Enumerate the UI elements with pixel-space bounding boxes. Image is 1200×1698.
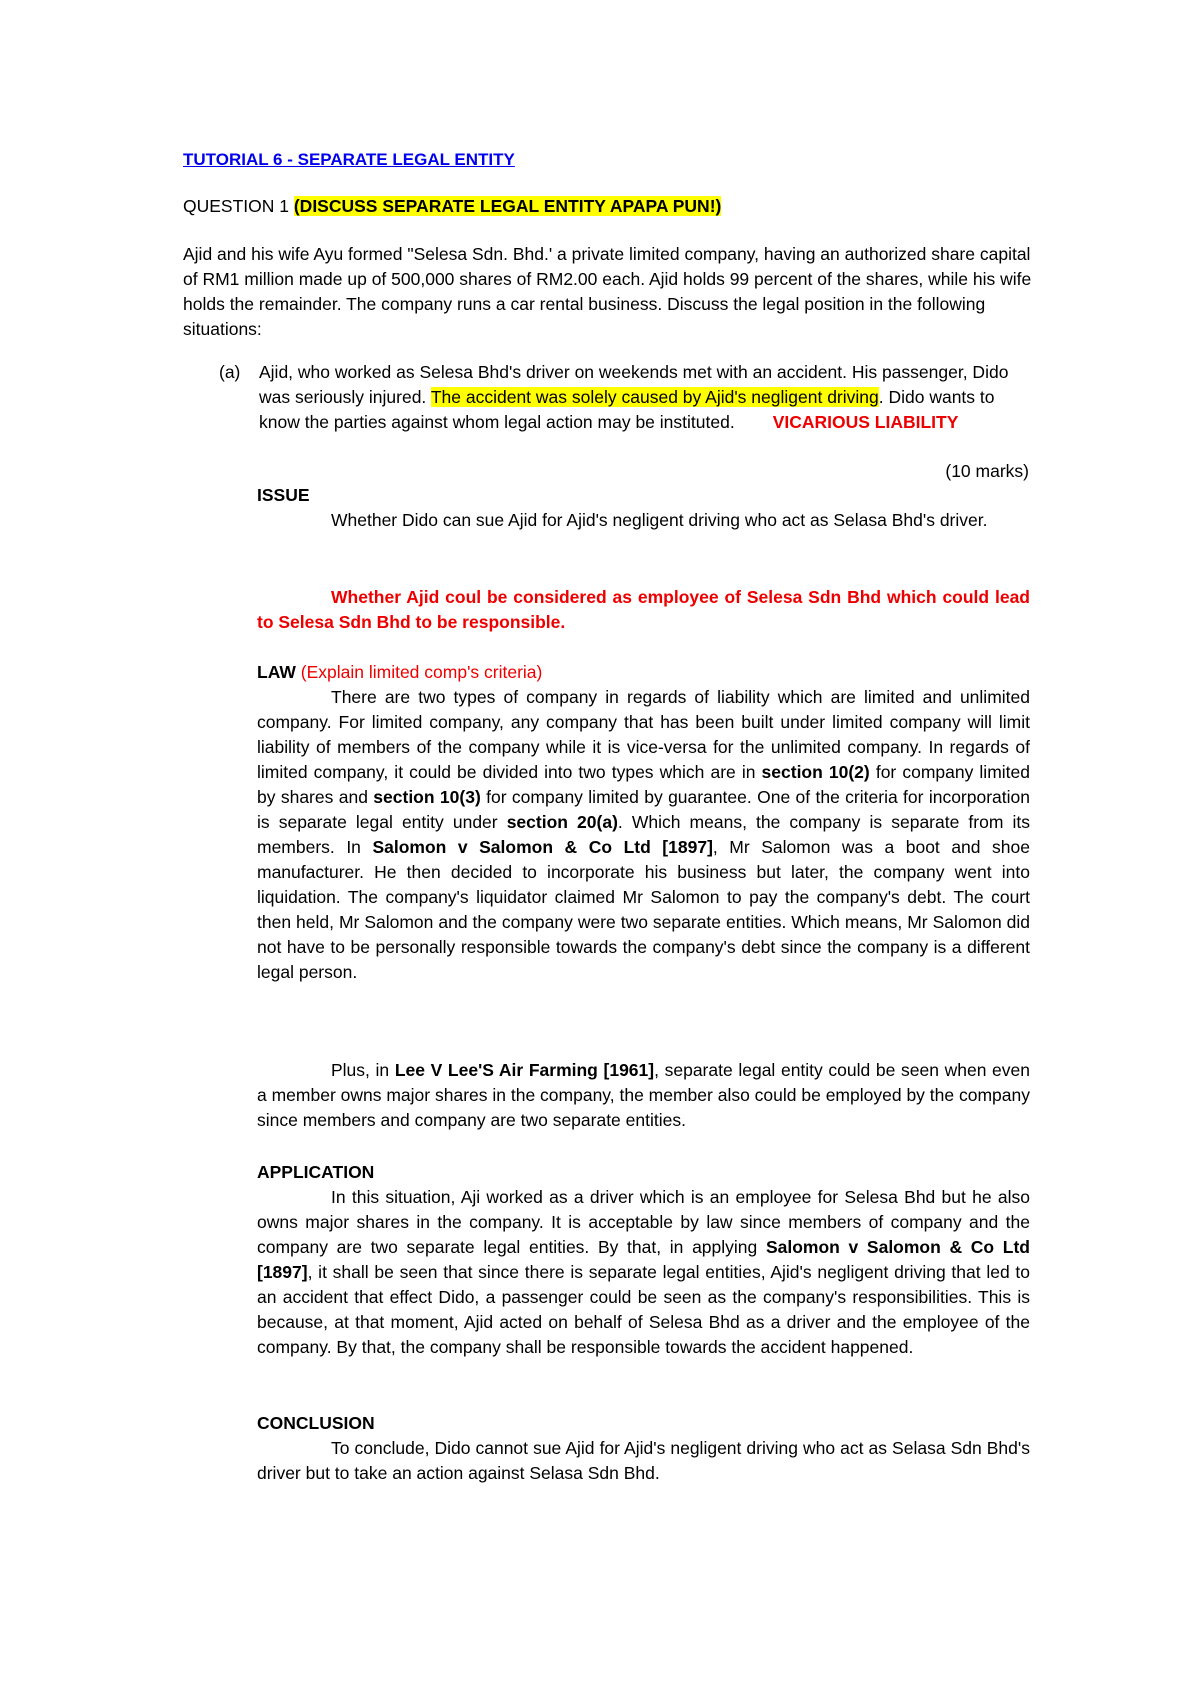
law-p2-text: Plus, in — [331, 1060, 395, 1080]
law-paragraph-2 — [257, 1058, 1030, 1133]
item-a-text-before: Ajid, who worked as Selesa Bhd's driver on weekends met with an accident. His passenger, Dido was seriously injured. — [259, 362, 1009, 407]
law-heading: LAW — [257, 662, 296, 682]
law-paragraph-1 — [257, 685, 1030, 985]
question-heading — [183, 194, 721, 219]
item-a-text-after: . Dido wants to know the parties against whom legal action may be instituted. — [259, 387, 995, 432]
conclusion-heading: CONCLUSION — [257, 1413, 375, 1433]
law-section-ref: section 20(a) — [506, 812, 618, 832]
question-label: QUESTION 1 — [183, 196, 294, 216]
law-heading-line — [257, 660, 1030, 685]
law-p1-text: , Mr Salomon was a boot and shoe manufacturer. He then decided to incorporate his business but later, the company went into liquidation. The company's liquidator claimed Mr Salomon to pay the company's debt. The court then held, Mr Salomon and the company were two separate entities. Which means, Mr Salomon did not have to be personally responsible towards the company's debt since the company is a different legal person. — [257, 837, 1030, 982]
item-a-marks: (10 marks) — [945, 461, 1029, 481]
law-paragraph-2-block — [257, 1058, 1030, 1133]
application-text-part: In this situation, Aji worked as a driver which is an employee for Selesa Bhd but he also owns major shares in the company. It is acceptable by law since members of company and the company are two separate legal entities. By that, in applying — [257, 1187, 1030, 1257]
question-highlight: (DISCUSS SEPARATE LEGAL ENTITY APAPA PUN!) — [293, 196, 722, 216]
page-title: TUTORIAL 6 - SEPARATE LEGAL ENTITY — [183, 150, 515, 169]
item-a-label: (a) — [219, 362, 241, 382]
law-section-ref: section 10(3) — [373, 787, 481, 807]
application-section — [257, 1160, 1030, 1360]
law-case-ref: Lee V Lee'S Air Farming [1961] — [394, 1060, 655, 1080]
law-p1-text: . Which means, the company is separate from its members. In — [257, 812, 1030, 857]
law-section-ref: section 10(2) — [761, 762, 870, 782]
application-text — [257, 1185, 1030, 1360]
issue-text: Whether Dido can sue Ajid for Ajid's negligent driving who act as Selasa Bhd's driver. — [331, 510, 988, 530]
application-text-part: , it shall be seen that since there is separate legal entities, Ajid's negligent driving that led to an accident that effect Dido, a passenger could be seen as the company's responsibilities. This is because, at that moment, Ajid acted on behalf of Selesa Bhd as a driver and the employee of the company. By that, the company shall be responsible towards the accident happened. — [257, 1262, 1030, 1357]
issue-red-text: Whether Ajid coul be considered as employee of Selesa Sdn Bhd which could lead to Selesa Sdn Bhd to be responsible. — [257, 587, 1030, 632]
question-intro: Ajid and his wife Ayu formed "Selesa Sdn. Bhd.' a private limited company, having an authorized share capital of RM1 million made up of 500,000 shares of RM2.00 each. Ajid holds 99 percent of the shares, while his wife holds the remainder. The company runs a car rental business. Discuss the legal position in the following situations: — [183, 244, 1032, 339]
item-a-text — [259, 360, 1029, 435]
law-p1-text: for company limited by shares and — [257, 762, 1030, 807]
law-case-ref: Salomon v Salomon & Co Ltd [1897] — [372, 837, 713, 857]
law-p2-text: , separate legal entity could be seen when even a member owns major shares in the company, the member also could be employed by the company since members and company are two separate entities. — [257, 1060, 1031, 1130]
law-section — [257, 660, 1030, 985]
law-p1-text: for company limited by guarantee. One of the criteria for incorporation is separate legal entity under — [257, 787, 1031, 832]
conclusion-section — [257, 1411, 1030, 1486]
conclusion-text: To conclude, Dido cannot sue Ajid for Ajid's negligent driving who act as Selasa Sdn Bhd's driver but to take an action against Selasa Sdn Bhd. — [257, 1438, 1030, 1483]
issue-heading: ISSUE — [257, 485, 310, 505]
law-p1-text: There are two types of company in regards of liability which are limited and unlimited company. For limited company, any company that has been built under limited company will limit liability of members of the company while it is vice-versa for the unlimited company. In regards of limited company, it could be divided into two types which are in — [257, 687, 1030, 782]
application-heading: APPLICATION — [257, 1162, 375, 1182]
item-a-highlight: The accident was solely caused by Ajid's negligent driving — [430, 387, 879, 407]
item-a-tag: VICARIOUS LIABILITY — [772, 412, 959, 432]
law-note: (Explain limited comp's criteria) — [295, 662, 543, 682]
application-case-ref: Salomon v Salomon & Co Ltd [1897] — [257, 1237, 1030, 1282]
issue-section — [257, 483, 1030, 533]
